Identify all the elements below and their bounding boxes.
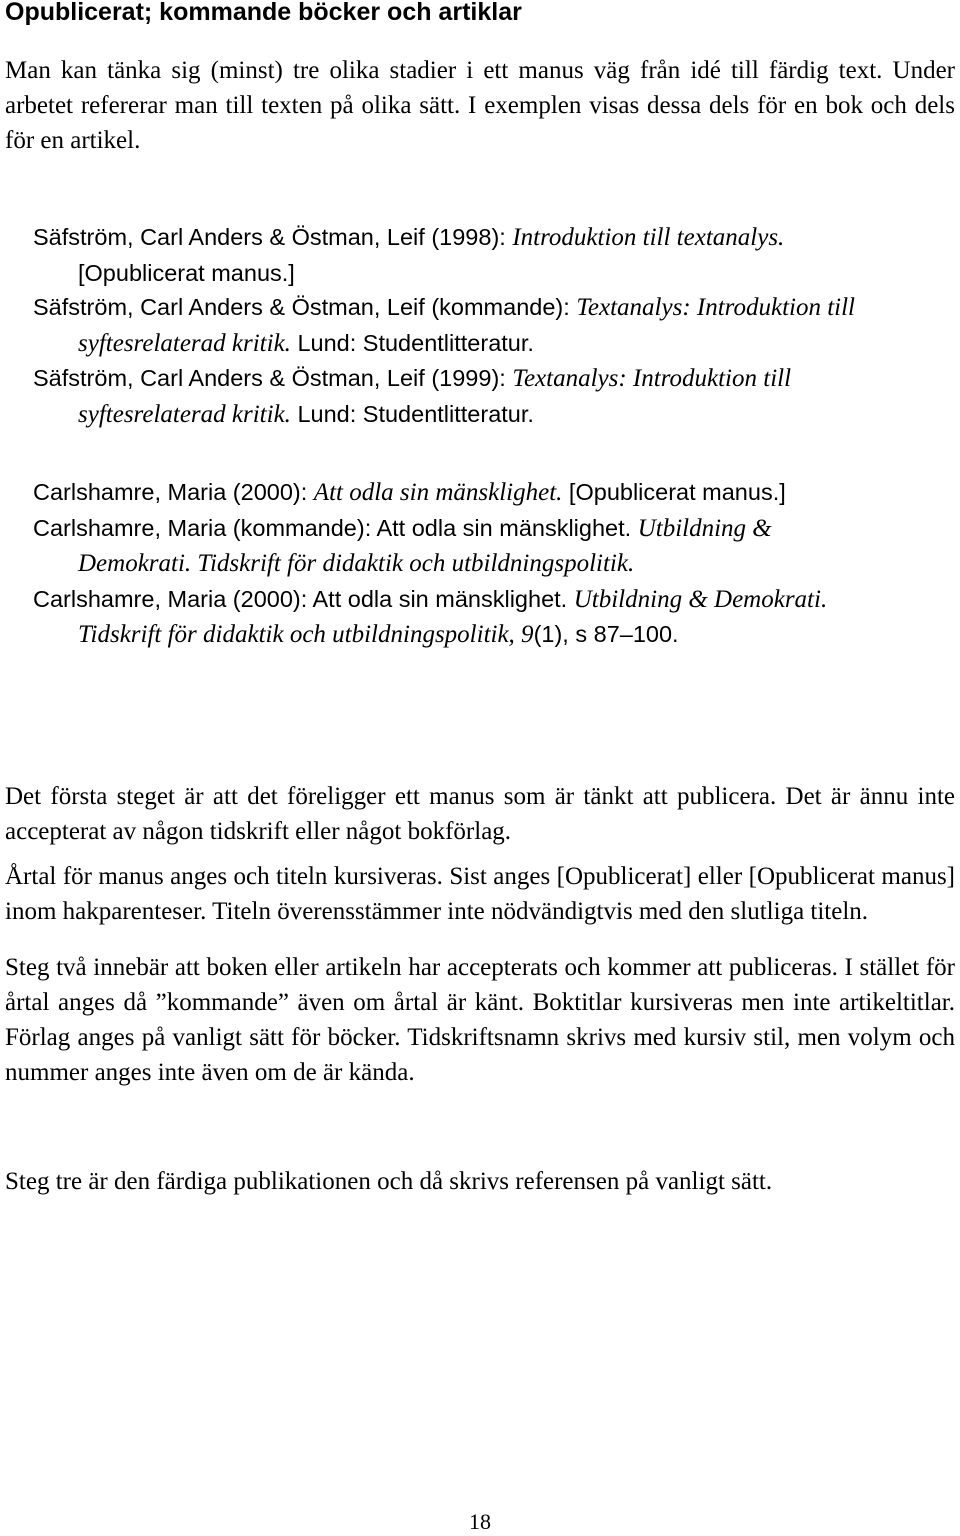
reference-authors: Carlshamre, Maria (2000): Att odla sin mänsklighet. [33, 585, 574, 612]
reference-authors: Carlshamre, Maria (2000): [33, 479, 314, 505]
body-paragraph: Steg tre är den färdiga publikationen och då skrivs referensen på vanligt sätt. [5, 1168, 773, 1195]
body-paragraph: Årtal för manus anges och titeln kursiveras. Sist anges [Opublicerat] eller [Opublicerat manus] inom hakparenteser. Titeln överensstämmer inte nödvändigtvis med den slutliga titeln. [5, 863, 955, 925]
reference-title: Textanalys: Introduktion till syftesrelaterad kritik. [78, 294, 855, 357]
reference-entry [33, 361, 883, 432]
reference-title: Att odla sin mänsklighet. [313, 479, 563, 506]
body-paragraph: Steg två innebär att boken eller artikeln har accepterats och kommer att publiceras. I stället för årtal anges då ”kommande” även om årtal är känt. Boktitlar kursiveras men inte artikeltitlar. Förlag anges på vanligt sätt för böcker. Tidskriftsnamn skrivs med kursiv stil, men volym och nummer anges inte även om de är kända. [5, 954, 955, 1086]
reference-authors: Carlshamre, Maria (kommande): Att odla sin mänsklighet. [33, 514, 638, 541]
intro-paragraph: Man kan tänka sig (minst) tre olika stadier i ett manus väg från idé till färdig text. Under arbetet refererar man till texten på olika sätt. I exemplen visas dessa dels för en bok och dels för en artikel. [5, 57, 955, 154]
reference-journal: Utbildning & Demokrati. Tidskrift för didaktik och utbildningspolitik. [78, 514, 772, 578]
body-paragraph: Det första steget är att det föreligger ett manus som är tänkt att publicera. Det är ännu inte accepterat av någon tidskrift eller något bokförlag. [5, 783, 955, 845]
section-heading: Opublicerat; kommande böcker och artiklar [5, 0, 522, 26]
page-number: 18 [469, 1509, 491, 1534]
book-reference-list [33, 220, 883, 433]
reference-title: Introduktion till textanalys. [512, 224, 785, 251]
reference-journal: Utbildning & Demokrati. Tidskrift för didaktik och utbildningspolitik, 9 [78, 585, 828, 649]
reference-authors: Säfström, Carl Anders & Östman, Leif (kommande): [33, 294, 577, 321]
reference-details: [Opublicerat manus.] [78, 259, 295, 286]
reference-entry [33, 511, 883, 582]
reference-entry [33, 220, 883, 290]
reference-details: [Opublicerat manus.] [562, 479, 786, 505]
reference-authors: Säfström, Carl Anders & Östman, Leif (1998): [33, 224, 513, 250]
reference-authors: Säfström, Carl Anders & Östman, Leif (1999): [33, 365, 513, 392]
reference-entry [33, 290, 883, 361]
reference-entry [33, 475, 883, 511]
reference-details: Lund: Studentlitteratur. [290, 329, 534, 356]
reference-entry [33, 582, 883, 653]
reference-details: Lund: Studentlitteratur. [290, 400, 534, 427]
reference-details: (1), s 87–100. [533, 621, 679, 648]
reference-title: Textanalys: Introduktion till syftesrelaterad kritik. [78, 365, 792, 428]
article-reference-list [33, 475, 883, 653]
